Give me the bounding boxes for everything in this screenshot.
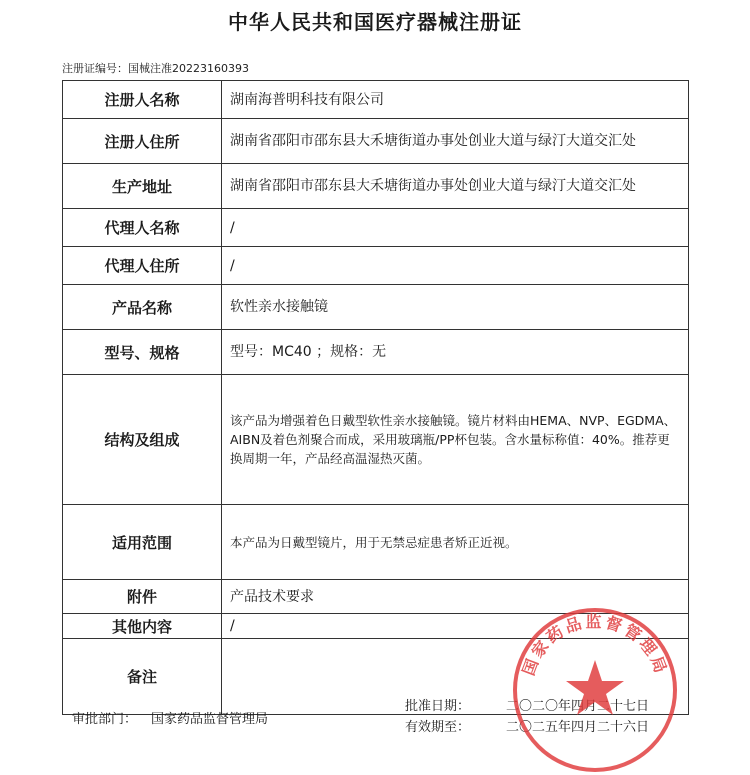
row-label: 其他内容: [63, 614, 222, 639]
row-value: 湖南海普明科技有限公司: [222, 81, 689, 119]
row-value: 型号：MC40 ；规格：无: [222, 330, 689, 375]
document-title: 中华人民共和国医疗器械注册证: [228, 10, 522, 34]
row-label: 适用范围: [63, 505, 222, 580]
table-row: [63, 375, 689, 505]
row-label: 附件: [63, 580, 222, 614]
row-label: 型号、规格: [63, 330, 222, 375]
table-row: [63, 164, 689, 209]
table-row: [63, 119, 689, 164]
row-label: 注册人名称: [63, 81, 222, 119]
row-label: 产品名称: [63, 285, 222, 330]
registration-number-label: 注册证编号：: [62, 62, 128, 75]
row-value: 该产品为增强着色日戴型软性亲水接触镜。镜片材料由HEMA、NVP、EGDMA、AIBN及着色剂聚合而成，采用玻璃瓶/PP杯包装。含水量标称值：40%。推荐更换周期一年，产品经高温湿热灭菌。: [222, 375, 689, 505]
approval-department: [72, 708, 268, 727]
valid-until-label: 有效期至：: [405, 720, 471, 735]
row-value: /: [222, 614, 689, 639]
seal-star-icon: [566, 660, 624, 715]
table-row: [63, 81, 689, 119]
table-row: [63, 505, 689, 580]
row-label: 代理人名称: [63, 209, 222, 247]
row-value: 湖南省邵阳市邵东县大禾塘街道办事处创业大道与绿汀大道交汇处: [222, 164, 689, 209]
table-row: [63, 285, 689, 330]
row-label: 注册人住所: [63, 119, 222, 164]
row-value: 产品技术要求: [222, 580, 689, 614]
approval-date-label: 批准日期：: [405, 699, 471, 714]
table-row: [63, 247, 689, 285]
table-row: [63, 330, 689, 375]
row-label: 代理人住所: [63, 247, 222, 285]
row-value: 湖南省邵阳市邵东县大禾塘街道办事处创业大道与绿汀大道交汇处: [222, 119, 689, 164]
row-value: 软性亲水接触镜: [222, 285, 689, 330]
row-label: 生产地址: [63, 164, 222, 209]
valid-until-value: 二〇二五年四月二十六日: [506, 720, 650, 735]
registration-number-value: 国械注准20223160393: [128, 62, 249, 75]
approval-department-label: 审批部门：: [72, 712, 138, 727]
approval-department-value: 国家药品监督管理局: [151, 712, 269, 727]
seal-text: 国家药品监督管理局: [518, 612, 672, 679]
approval-date-value: 二〇二〇年四月二十七日: [506, 699, 650, 714]
row-value: /: [222, 247, 689, 285]
table-row: [63, 209, 689, 247]
row-label: 备注: [63, 639, 222, 715]
registration-number: [62, 60, 249, 76]
row-value: /: [222, 209, 689, 247]
row-label: 结构及组成: [63, 375, 222, 505]
row-value: 本产品为日戴型镜片，用于无禁忌症患者矫正近视。: [222, 505, 689, 580]
